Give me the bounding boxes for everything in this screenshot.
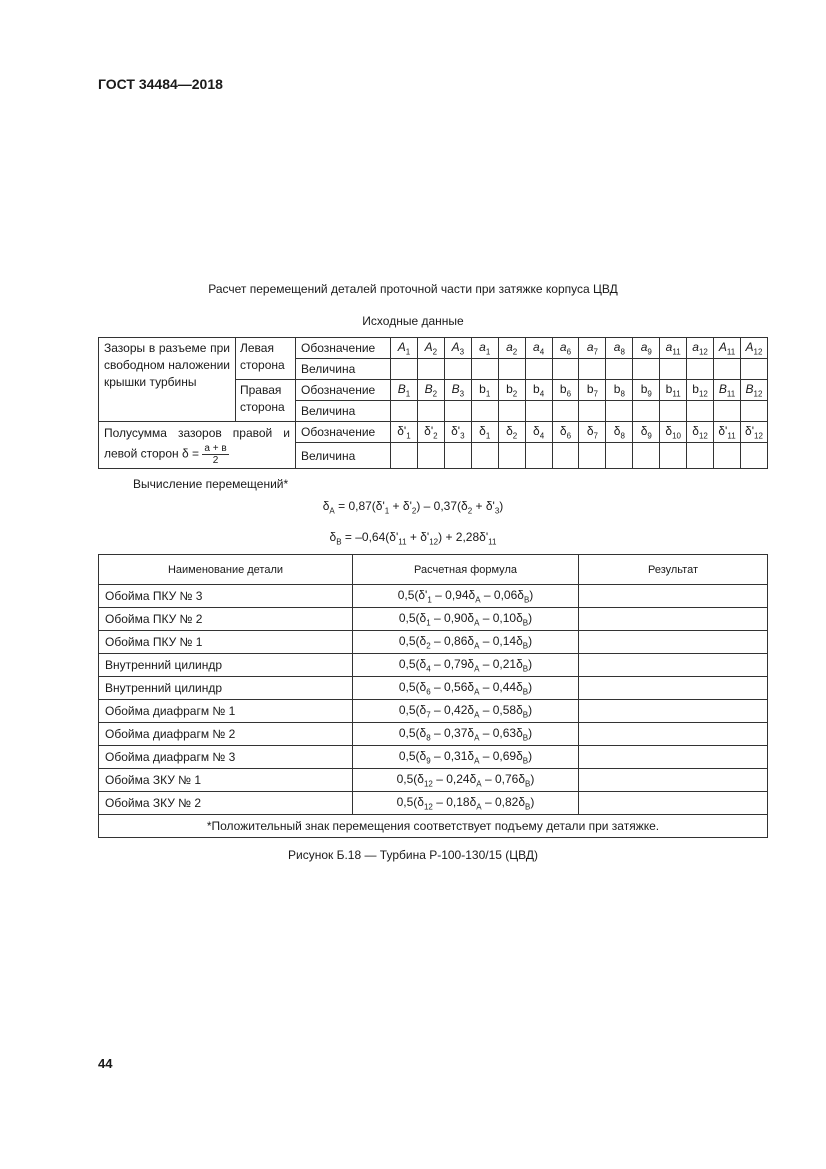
value-cell bbox=[633, 443, 660, 469]
designation-label: Обозначение bbox=[296, 338, 391, 359]
value-cell bbox=[740, 359, 767, 380]
symbol-cell: $b_9$ bbox=[633, 380, 660, 401]
value-label: Величина bbox=[296, 359, 391, 380]
value-cell bbox=[471, 443, 498, 469]
value-cell bbox=[660, 359, 687, 380]
value-cell bbox=[444, 443, 471, 469]
symbol-cell: $a_1$ bbox=[471, 338, 498, 359]
symbol-cell: $a_2$ bbox=[498, 338, 525, 359]
symbol-cell: $\delta_4$ bbox=[525, 422, 552, 443]
footnote: *Положительный знак перемещения соответствует подъему детали при затяжке. bbox=[99, 815, 768, 838]
table-row bbox=[99, 585, 768, 608]
fraction bbox=[202, 443, 228, 466]
symbol-cell: $A_1$ bbox=[391, 338, 418, 359]
left-side-label: Левая сторона bbox=[236, 338, 296, 380]
value-cell bbox=[579, 401, 606, 422]
value-cell bbox=[471, 359, 498, 380]
symbol-cell: $a_8$ bbox=[606, 338, 633, 359]
value-label: Величина bbox=[296, 443, 391, 469]
value-cell bbox=[714, 401, 741, 422]
symbol-cell: $\delta'_{11}$ bbox=[714, 422, 741, 443]
results-header-row bbox=[99, 555, 768, 585]
symbol-cell: $b_{11}$ bbox=[660, 380, 687, 401]
symbol-cell: $a_{11}$ bbox=[660, 338, 687, 359]
part-formula: $0,5(\delta_7 - 0,42\delta_A - 0,58\delta_B)$ bbox=[353, 700, 579, 723]
part-formula: $0,5(\delta_9 - 0,31\delta_A - 0,69\delta_B)$ bbox=[353, 746, 579, 769]
page-number: 44 bbox=[98, 1056, 113, 1071]
value-cell bbox=[687, 443, 714, 469]
value-cell bbox=[391, 359, 418, 380]
table-row bbox=[99, 746, 768, 769]
value-cell bbox=[687, 401, 714, 422]
part-formula: $0,5(\delta_2 - 0,86\delta_A - 0,14\delta_B)$ bbox=[353, 631, 579, 654]
part-formula: $0,5(\delta_{12} - 0,18\delta_A - 0,82\delta_B)$ bbox=[353, 792, 579, 815]
value-cell bbox=[552, 401, 579, 422]
symbol-cell: $\delta_7$ bbox=[579, 422, 606, 443]
symbol-cell: $B_{11}$ bbox=[714, 380, 741, 401]
table-row bbox=[99, 608, 768, 631]
part-formula: $0,5(\delta_6 - 0,56\delta_A - 0,44\delta_B)$ bbox=[353, 677, 579, 700]
symbol-cell: $A_3$ bbox=[444, 338, 471, 359]
value-label: Величина bbox=[296, 401, 391, 422]
result-cell bbox=[579, 608, 768, 631]
input-data-table bbox=[98, 337, 768, 469]
value-cell bbox=[606, 401, 633, 422]
symbol-cell: $b_6$ bbox=[552, 380, 579, 401]
result-cell bbox=[579, 677, 768, 700]
symbol-cell: $\delta'_2$ bbox=[417, 422, 444, 443]
symbol-cell: $\delta'_1$ bbox=[391, 422, 418, 443]
value-cell bbox=[525, 401, 552, 422]
fraction-denominator: 2 bbox=[212, 455, 219, 466]
value-cell bbox=[660, 443, 687, 469]
result-cell bbox=[579, 792, 768, 815]
symbol-cell: $\delta_{10}$ bbox=[660, 422, 687, 443]
value-cell bbox=[606, 443, 633, 469]
value-cell bbox=[660, 401, 687, 422]
symbol-cell: $b_8$ bbox=[606, 380, 633, 401]
part-formula: $0,5(\delta_1 - 0,90\delta_A - 0,10\delta_B)$ bbox=[353, 608, 579, 631]
right-side-label: Правая сторона bbox=[236, 380, 296, 422]
symbol-cell: $\delta_6$ bbox=[552, 422, 579, 443]
designation-label: Обозначение bbox=[296, 380, 391, 401]
symbol-cell: $A_{11}$ bbox=[714, 338, 741, 359]
formula-delta-b: $\delta_B = -0,64(\delta'_{11} + \delta'_{12}) + 2,28\delta'_{11}$ bbox=[329, 530, 497, 547]
column-header: Результат bbox=[579, 555, 768, 585]
left-designation-row bbox=[99, 338, 768, 359]
symbol-cell: $a_4$ bbox=[525, 338, 552, 359]
value-cell bbox=[687, 359, 714, 380]
part-name: Обойма ПКУ № 2 bbox=[99, 608, 353, 631]
table-row bbox=[99, 769, 768, 792]
value-cell bbox=[525, 443, 552, 469]
footnote-row bbox=[99, 815, 768, 838]
symbol-cell: $a_9$ bbox=[633, 338, 660, 359]
result-cell bbox=[579, 746, 768, 769]
part-formula: $0,5(\delta_{12} - 0,24\delta_A - 0,76\delta_B)$ bbox=[353, 769, 579, 792]
part-name: Обойма ПКУ № 1 bbox=[99, 631, 353, 654]
value-cell bbox=[471, 401, 498, 422]
column-header: Наименование детали bbox=[99, 555, 353, 585]
part-formula: $0,5(\delta_8 - 0,37\delta_A - 0,63\delta_B)$ bbox=[353, 723, 579, 746]
part-name: Внутренний цилиндр bbox=[99, 654, 353, 677]
table-row bbox=[99, 723, 768, 746]
symbol-cell: $B_{12}$ bbox=[740, 380, 767, 401]
document-code: ГОСТ 34484—2018 bbox=[98, 76, 223, 92]
half-sum-text: Полусумма зазоров правой и левой сторон bbox=[104, 426, 290, 461]
result-cell bbox=[579, 723, 768, 746]
value-cell bbox=[579, 359, 606, 380]
value-cell bbox=[444, 401, 471, 422]
result-cell bbox=[579, 585, 768, 608]
value-cell bbox=[740, 401, 767, 422]
result-cell bbox=[579, 631, 768, 654]
symbol-cell: $b_{12}$ bbox=[687, 380, 714, 401]
part-formula: $0,5(\delta'_1 - 0,94\delta_A - 0,06\delta_B)$ bbox=[353, 585, 579, 608]
result-cell bbox=[579, 654, 768, 677]
value-cell bbox=[579, 443, 606, 469]
symbol-cell: $\delta_9$ bbox=[633, 422, 660, 443]
symbol-cell: $a_6$ bbox=[552, 338, 579, 359]
table-row bbox=[99, 792, 768, 815]
main-title: Расчет перемещений деталей проточной части при затяжке корпуса ЦВД bbox=[208, 282, 618, 296]
results-table bbox=[98, 554, 768, 838]
symbol-cell: $\delta_1$ bbox=[471, 422, 498, 443]
value-cell bbox=[633, 401, 660, 422]
symbol-cell: $b_2$ bbox=[498, 380, 525, 401]
symbol-cell: $\delta_2$ bbox=[498, 422, 525, 443]
result-cell bbox=[579, 769, 768, 792]
symbol-cell: $b_7$ bbox=[579, 380, 606, 401]
delta-equals: δ = bbox=[181, 446, 200, 461]
part-formula: $0,5(\delta_4 - 0,79\delta_A - 0,21\delta_B)$ bbox=[353, 654, 579, 677]
table-row bbox=[99, 631, 768, 654]
table-row bbox=[99, 654, 768, 677]
part-name: Обойма диафрагм № 2 bbox=[99, 723, 353, 746]
value-cell bbox=[498, 443, 525, 469]
value-cell bbox=[498, 401, 525, 422]
symbol-cell: $B_1$ bbox=[391, 380, 418, 401]
designation-label: Обозначение bbox=[296, 422, 391, 443]
symbol-cell: $\delta'_{12}$ bbox=[740, 422, 767, 443]
part-name: Обойма ПКУ № 3 bbox=[99, 585, 353, 608]
part-name: Обойма ЗКУ № 2 bbox=[99, 792, 353, 815]
symbol-cell: $\delta'_3$ bbox=[444, 422, 471, 443]
symbol-cell: $b_4$ bbox=[525, 380, 552, 401]
value-cell bbox=[633, 359, 660, 380]
part-name: Обойма ЗКУ № 1 bbox=[99, 769, 353, 792]
gaps-group-label: Зазоры в разъеме при свободном наложении крышки турбины bbox=[99, 338, 236, 422]
formula-delta-a: $\delta_A = 0,87(\delta'_1 + \delta'_2) - 0,37(\delta_2 + \delta'_3)$ bbox=[322, 499, 504, 516]
symbol-cell: $\delta_{12}$ bbox=[687, 422, 714, 443]
value-cell bbox=[714, 443, 741, 469]
delta-designation-row bbox=[99, 422, 768, 443]
column-header: Расчетная формула bbox=[353, 555, 579, 585]
table-row bbox=[99, 677, 768, 700]
symbol-cell: $A_2$ bbox=[417, 338, 444, 359]
symbol-cell: $b_1$ bbox=[471, 380, 498, 401]
half-sum-label bbox=[99, 422, 296, 469]
calc-heading: Вычисление перемещений* bbox=[133, 477, 289, 491]
figure-caption: Рисунок Б.18 — Турбина Р-100-130/15 (ЦВД) bbox=[287, 848, 538, 862]
value-cell bbox=[606, 359, 633, 380]
fraction-numerator: а + в bbox=[204, 443, 227, 454]
value-cell bbox=[417, 443, 444, 469]
part-name: Обойма диафрагм № 3 bbox=[99, 746, 353, 769]
value-cell bbox=[552, 443, 579, 469]
symbol-cell: $a_7$ bbox=[579, 338, 606, 359]
value-cell bbox=[498, 359, 525, 380]
symbol-cell: $a_{12}$ bbox=[687, 338, 714, 359]
symbol-cell: $B_3$ bbox=[444, 380, 471, 401]
symbol-cell: $B_2$ bbox=[417, 380, 444, 401]
value-cell bbox=[740, 443, 767, 469]
value-cell bbox=[417, 401, 444, 422]
value-cell bbox=[391, 401, 418, 422]
part-name: Обойма диафрагм № 1 bbox=[99, 700, 353, 723]
symbol-cell: $\delta_8$ bbox=[606, 422, 633, 443]
subtitle: Исходные данные bbox=[362, 314, 464, 328]
result-cell bbox=[579, 700, 768, 723]
symbol-cell: $A_{12}$ bbox=[740, 338, 767, 359]
value-cell bbox=[552, 359, 579, 380]
value-cell bbox=[714, 359, 741, 380]
table-row bbox=[99, 700, 768, 723]
value-cell bbox=[417, 359, 444, 380]
value-cell bbox=[444, 359, 471, 380]
value-cell bbox=[525, 359, 552, 380]
value-cell bbox=[391, 443, 418, 469]
part-name: Внутренний цилиндр bbox=[99, 677, 353, 700]
